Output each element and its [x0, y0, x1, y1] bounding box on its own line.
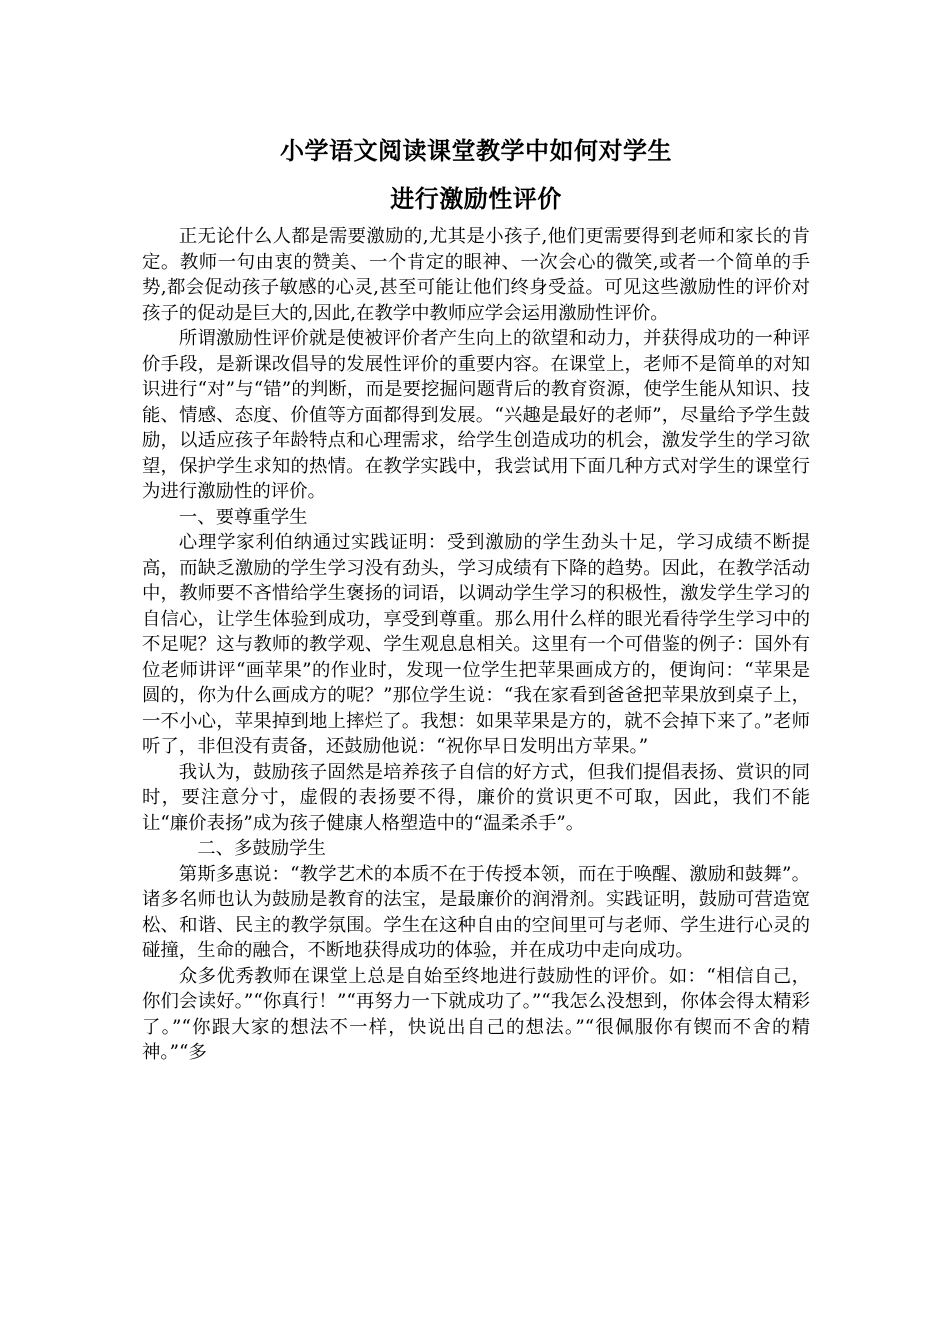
section-heading-1: 一、要尊重学生 — [178, 506, 308, 528]
paragraph-section1-2: 我认为，鼓励孩子固然是培养孩子自信的好方式，但我们提倡表扬、赏识的同时，要注意分寸，虚假的表扬要不得，廉价的赏识更不可取，因此，我们不能让“廉价表扬”成为孩子健康人格塑造中的“温柔杀手”。 — [142, 761, 810, 834]
document-page — [142, 128, 810, 1066]
document-body — [142, 224, 810, 1066]
paragraph-section1-1: 心理学家利伯纳通过实践证明：受到激励的学生劲头十足，学习成绩不断提高，而缺乏激励的学生学习没有劲头，学习成绩有下降的趋势。因此，在教学活动中，教师要不吝惜给学生褒扬的词语，以调动学生学习的积极性，激发学生学习的自信心，让学生体验到成功，享受到尊重。那么用什么样的眼光看待学生学习中的不足呢？这与教师的教学观、学生观息息相关。这里有一个可借鉴的例子：国外有位老师讲评“画苹果”的作业时，发现一位学生把苹果画成方的，便询问：“苹果是圆的，你为什么画成方的呢？”那位学生说：“我在家看到爸爸把苹果放到桌子上，一不小心，苹果掉到地上摔烂了。我想：如果苹果是方的，就不会掉下来了。”老师听了，非但没有责备，还鼓励他说：“祝你早日发明出方苹果。” — [142, 532, 810, 757]
paragraph-section2-1: 第斯多惠说：“教学艺术的本质不在于传授本领，而在于唤醒、激励和鼓舞”。诸多名师也认为鼓励是教育的法宝，是最廉价的润滑剂。实践证明，鼓励可营造宽松、和谐、民主的教学氛围。学生在这种自由的空间里可与老师、学生进行心灵的碰撞，生命的融合，不断地获得成功的体验，并在成功中走向成功。 — [142, 863, 810, 961]
document-title-line-1: 小学语文阅读课堂教学中如何对学生 — [280, 137, 672, 165]
paragraph-intro-1: 正无论什么人都是需要激励的,尤其是小孩子,他们更需要得到老师和家长的肯定。教师一句由衷的赞美、一个肯定的眼神、一次会心的微笑,或者一个简单的手势,都会促动孩子敏感的心灵,甚至可能让他们终身受益。可见这些激励性的评价对孩子的促动是巨大的,因此,在教学中教师应学会运用激励性评价。 — [142, 226, 810, 324]
document-title-line-2: 进行激励性评价 — [390, 185, 562, 213]
paragraph-intro-2: 所谓激励性评价就是使被评价者产生向上的欲望和动力，并获得成功的一种评价手段，是新课改倡导的发展性评价的重要内容。在课堂上，老师不是简单的对知识进行“对”与“错”的判断，而是要挖掘问题背后的教育资源，使学生能从知识、技能、情感、态度、价值等方面都得到发展。“兴趣是最好的老师”，尽量给予学生鼓励，以适应孩子年龄特点和心理需求，给学生创造成功的机会，激发学生的学习欲望，保护学生求知的热情。在教学实践中，我尝试用下面几种方式对学生的课堂行为进行激励性的评价。 — [142, 328, 810, 502]
paragraph-section2-2: 众多优秀教师在课堂上总是自始至终地进行鼓励性的评价。如：“相信自己，你们会读好。”“你真行！”“再努力一下就成功了。”“我怎么没想到，你体会得太精彩了。”“你跟大家的想法不一样，快说出自己的想法。”“很佩服你有锲而不舍的精神。”“多 — [142, 965, 810, 1063]
section-heading-2: 二、多鼓励学生 — [197, 838, 326, 859]
